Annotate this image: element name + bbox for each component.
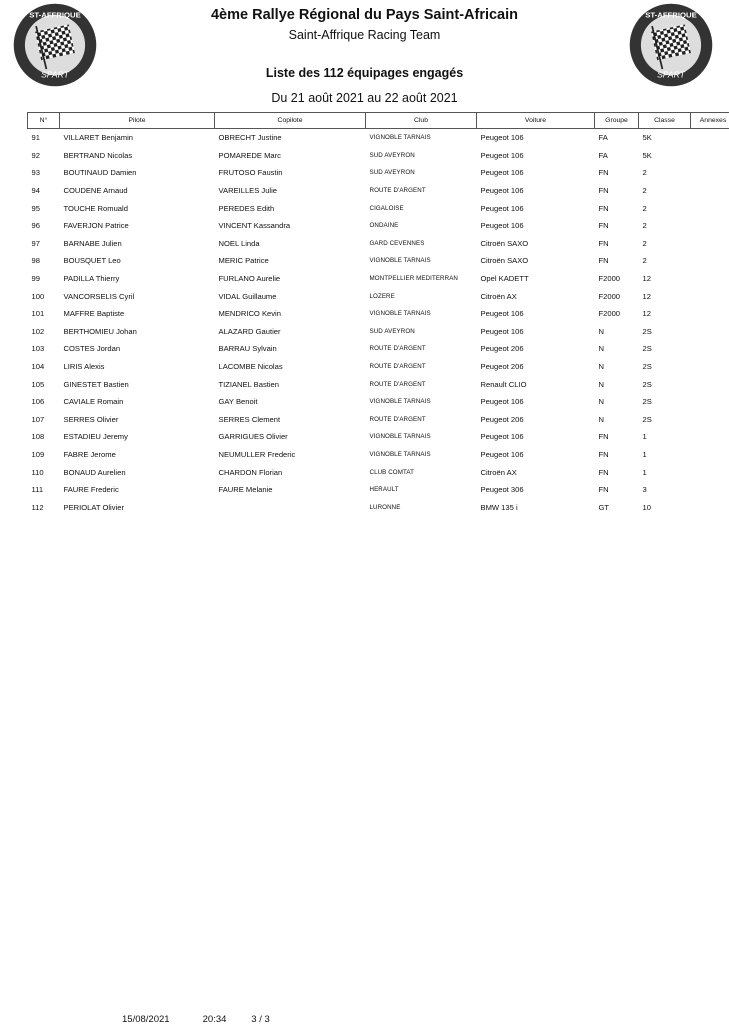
cell-copilote: VAREILLES Julie: [215, 182, 366, 200]
print-time: 20:34: [203, 1014, 249, 1025]
cell-groupe: FN: [595, 199, 639, 217]
cell-classe: 2: [639, 182, 691, 200]
cell-club: CIGALOISE: [366, 199, 477, 217]
cell-voiture: Citroën SAXO: [477, 252, 595, 270]
cell-groupe: N: [595, 375, 639, 393]
cell-annexes: [691, 358, 729, 376]
cell-pilote: SERRES Olivier: [60, 411, 215, 429]
cell-voiture: Opel KADETT: [477, 270, 595, 288]
cell-entry-number: 110: [28, 463, 60, 481]
table-row: [28, 498, 729, 516]
print-date: 15/08/2021: [122, 1014, 200, 1025]
cell-entry-number: 105: [28, 375, 60, 393]
cell-classe: 5K: [639, 129, 691, 147]
table-row: [28, 340, 729, 358]
cell-entry-number: 112: [28, 498, 60, 516]
entries-table: [27, 112, 729, 516]
col-header-annexes: Annexes: [691, 113, 729, 129]
cell-club: VIGNOBLE TARNAIS: [366, 129, 477, 147]
cell-groupe: FN: [595, 164, 639, 182]
cell-groupe: FN: [595, 428, 639, 446]
cell-groupe: GT: [595, 498, 639, 516]
cell-annexes: [691, 199, 729, 217]
cell-club: LURONNE: [366, 498, 477, 516]
table-row: [28, 463, 729, 481]
table-row: [28, 305, 729, 323]
table-row: [28, 147, 729, 165]
cell-copilote: [215, 498, 366, 516]
cell-classe: 1: [639, 463, 691, 481]
cell-annexes: [691, 217, 729, 235]
table-row: [28, 217, 729, 235]
cell-copilote: GAY Benoit: [215, 393, 366, 411]
cell-annexes: [691, 411, 729, 429]
cell-classe: 1: [639, 428, 691, 446]
cell-voiture: Peugeot 206: [477, 340, 595, 358]
cell-pilote: CAVIALE Romain: [60, 393, 215, 411]
cell-entry-number: 91: [28, 129, 60, 147]
cell-entry-number: 96: [28, 217, 60, 235]
cell-voiture: Peugeot 106: [477, 393, 595, 411]
cell-classe: 5K: [639, 147, 691, 165]
table-row: [28, 270, 729, 288]
cell-voiture: Peugeot 106: [477, 147, 595, 165]
cell-groupe: FN: [595, 182, 639, 200]
cell-club: ROUTE D'ARGENT: [366, 182, 477, 200]
cell-entry-number: 106: [28, 393, 60, 411]
cell-copilote: NOEL Linda: [215, 235, 366, 253]
table-row: [28, 287, 729, 305]
cell-club: ROUTE D'ARGENT: [366, 358, 477, 376]
cell-club: SUD AVEYRON: [366, 147, 477, 165]
cell-entry-number: 103: [28, 340, 60, 358]
cell-copilote: BARRAU Sylvain: [215, 340, 366, 358]
col-header-club: Club: [366, 113, 477, 129]
cell-annexes: [691, 270, 729, 288]
cell-classe: 2: [639, 252, 691, 270]
cell-voiture: Citroën AX: [477, 287, 595, 305]
cell-entry-number: 104: [28, 358, 60, 376]
cell-voiture: Peugeot 106: [477, 305, 595, 323]
cell-groupe: FN: [595, 446, 639, 464]
cell-groupe: N: [595, 358, 639, 376]
cell-annexes: [691, 340, 729, 358]
cell-groupe: FN: [595, 235, 639, 253]
cell-classe: 2S: [639, 358, 691, 376]
cell-entry-number: 93: [28, 164, 60, 182]
cell-voiture: Peugeot 106: [477, 446, 595, 464]
cell-copilote: POMAREDE Marc: [215, 147, 366, 165]
table-row: [28, 481, 729, 499]
cell-classe: 2: [639, 235, 691, 253]
cell-copilote: VINCENT Kassandra: [215, 217, 366, 235]
cell-copilote: TIZIANEL Bastien: [215, 375, 366, 393]
cell-groupe: F2000: [595, 305, 639, 323]
cell-copilote: MERIC Patrice: [215, 252, 366, 270]
cell-entry-number: 97: [28, 235, 60, 253]
cell-voiture: Peugeot 106: [477, 199, 595, 217]
cell-copilote: NEUMULLER Frederic: [215, 446, 366, 464]
table-row: [28, 393, 729, 411]
col-header-pilote: Pilote: [60, 113, 215, 129]
cell-annexes: [691, 252, 729, 270]
cell-pilote: FABRE Jerome: [60, 446, 215, 464]
col-header-classe: Classe: [639, 113, 691, 129]
col-header-groupe: Groupe: [595, 113, 639, 129]
cell-annexes: [691, 498, 729, 516]
page-number: 3 / 3: [251, 1014, 270, 1025]
cell-annexes: [691, 305, 729, 323]
table-body: [28, 129, 729, 517]
cell-groupe: FN: [595, 481, 639, 499]
page-footer: [122, 1014, 270, 1025]
cell-pilote: MAFFRE Baptiste: [60, 305, 215, 323]
cell-voiture: Peugeot 106: [477, 182, 595, 200]
cell-annexes: [691, 481, 729, 499]
table-row: [28, 323, 729, 341]
cell-groupe: FA: [595, 129, 639, 147]
cell-classe: 3: [639, 481, 691, 499]
cell-copilote: SERRES Clement: [215, 411, 366, 429]
cell-annexes: [691, 428, 729, 446]
cell-annexes: [691, 446, 729, 464]
cell-classe: 2S: [639, 411, 691, 429]
cell-pilote: BERTRAND Nicolas: [60, 147, 215, 165]
cell-pilote: BARNABE Julien: [60, 235, 215, 253]
table-row: [28, 358, 729, 376]
cell-annexes: [691, 182, 729, 200]
cell-pilote: PADILLA Thierry: [60, 270, 215, 288]
cell-club: CLUB COMTAT: [366, 463, 477, 481]
cell-annexes: [691, 287, 729, 305]
cell-voiture: Peugeot 106: [477, 217, 595, 235]
svg-text:SPART: SPART: [41, 70, 70, 80]
cell-entry-number: 102: [28, 323, 60, 341]
cell-pilote: FAURE Frederic: [60, 481, 215, 499]
cell-pilote: VILLARET Benjamin: [60, 129, 215, 147]
cell-pilote: PERIOLAT Olivier: [60, 498, 215, 516]
organizer-name: Saint-Affrique Racing Team: [0, 28, 729, 42]
cell-annexes: [691, 463, 729, 481]
cell-annexes: [691, 393, 729, 411]
cell-classe: 2S: [639, 340, 691, 358]
cell-club: ONDAINE: [366, 217, 477, 235]
cell-classe: 2: [639, 164, 691, 182]
cell-groupe: F2000: [595, 287, 639, 305]
table-row: [28, 428, 729, 446]
cell-annexes: [691, 323, 729, 341]
cell-voiture: Peugeot 106: [477, 428, 595, 446]
cell-classe: 2: [639, 199, 691, 217]
cell-pilote: GINESTET Bastien: [60, 375, 215, 393]
cell-entry-number: 95: [28, 199, 60, 217]
svg-text:SPART: SPART: [657, 70, 686, 80]
cell-copilote: FURLANO Aurelie: [215, 270, 366, 288]
col-header-copilote: Copilote: [215, 113, 366, 129]
cell-annexes: [691, 147, 729, 165]
cell-pilote: ESTADIEU Jeremy: [60, 428, 215, 446]
rally-title: 4ème Rallye Régional du Pays Saint-Africain: [0, 7, 729, 23]
cell-voiture: Peugeot 306: [477, 481, 595, 499]
table-row: [28, 446, 729, 464]
cell-pilote: BERTHOMIEU Johan: [60, 323, 215, 341]
cell-groupe: N: [595, 323, 639, 341]
event-dates: Du 21 août 2021 au 22 août 2021: [0, 91, 729, 105]
cell-club: VIGNOBLE TARNAIS: [366, 305, 477, 323]
cell-club: ROUTE D'ARGENT: [366, 340, 477, 358]
list-title: Liste des 112 équipages engagés: [0, 66, 729, 80]
cell-voiture: Peugeot 206: [477, 358, 595, 376]
cell-copilote: MENDRICO Kevin: [215, 305, 366, 323]
table-row: [28, 252, 729, 270]
cell-pilote: COSTES Jordan: [60, 340, 215, 358]
cell-groupe: FA: [595, 147, 639, 165]
cell-classe: 2S: [639, 393, 691, 411]
cell-copilote: ALAZARD Gautier: [215, 323, 366, 341]
cell-classe: 10: [639, 498, 691, 516]
cell-entry-number: 99: [28, 270, 60, 288]
cell-pilote: COUDENE Arnaud: [60, 182, 215, 200]
cell-entry-number: 92: [28, 147, 60, 165]
cell-entry-number: 101: [28, 305, 60, 323]
cell-groupe: N: [595, 340, 639, 358]
cell-classe: 2S: [639, 375, 691, 393]
cell-entry-number: 108: [28, 428, 60, 446]
table-row: [28, 375, 729, 393]
table-row: [28, 199, 729, 217]
cell-pilote: BOUSQUET Leo: [60, 252, 215, 270]
cell-copilote: VIDAL Guillaume: [215, 287, 366, 305]
cell-club: SUD AVEYRON: [366, 164, 477, 182]
col-header-number: N°: [28, 113, 60, 129]
cell-pilote: BONAUD Aurelien: [60, 463, 215, 481]
cell-annexes: [691, 129, 729, 147]
cell-pilote: LIRIS Alexis: [60, 358, 215, 376]
cell-groupe: FN: [595, 252, 639, 270]
cell-annexes: [691, 164, 729, 182]
cell-classe: 1: [639, 446, 691, 464]
cell-classe: 12: [639, 305, 691, 323]
cell-voiture: Citroën AX: [477, 463, 595, 481]
cell-voiture: Renault CLIO: [477, 375, 595, 393]
cell-groupe: N: [595, 411, 639, 429]
cell-club: ROUTE D'ARGENT: [366, 411, 477, 429]
svg-text:ST-AFFRIQUE: ST-AFFRIQUE: [29, 10, 81, 19]
cell-groupe: FN: [595, 463, 639, 481]
cell-entry-number: 98: [28, 252, 60, 270]
cell-classe: 2: [639, 217, 691, 235]
table-row: [28, 235, 729, 253]
cell-pilote: FAVERJON Patrice: [60, 217, 215, 235]
table-row: [28, 129, 729, 147]
cell-pilote: BOUTINAUD Damien: [60, 164, 215, 182]
table-row: [28, 182, 729, 200]
cell-voiture: Citroën SAXO: [477, 235, 595, 253]
cell-copilote: PEREDES Edith: [215, 199, 366, 217]
cell-club: SUD AVEYRON: [366, 323, 477, 341]
cell-club: HERAULT: [366, 481, 477, 499]
cell-entry-number: 100: [28, 287, 60, 305]
cell-pilote: VANCORSELIS Cyril: [60, 287, 215, 305]
cell-classe: 12: [639, 287, 691, 305]
cell-groupe: FN: [595, 217, 639, 235]
table-row: [28, 164, 729, 182]
cell-entry-number: 107: [28, 411, 60, 429]
cell-copilote: LACOMBE Nicolas: [215, 358, 366, 376]
cell-classe: 12: [639, 270, 691, 288]
table-header-row: [28, 113, 729, 129]
cell-voiture: Peugeot 106: [477, 164, 595, 182]
cell-club: GARD CEVENNES: [366, 235, 477, 253]
cell-voiture: Peugeot 206: [477, 411, 595, 429]
cell-club: LOZERE: [366, 287, 477, 305]
cell-club: MONTPELLIER MEDITERRAN: [366, 270, 477, 288]
cell-copilote: CHARDON Florian: [215, 463, 366, 481]
cell-entry-number: 109: [28, 446, 60, 464]
svg-text:ST-AFFRIQUE: ST-AFFRIQUE: [645, 10, 697, 19]
cell-club: VIGNOBLE TARNAIS: [366, 428, 477, 446]
cell-copilote: FRUTOSO Faustin: [215, 164, 366, 182]
cell-voiture: Peugeot 106: [477, 323, 595, 341]
cell-copilote: FAURE Melanie: [215, 481, 366, 499]
cell-entry-number: 94: [28, 182, 60, 200]
cell-groupe: N: [595, 393, 639, 411]
cell-voiture: BMW 135 i: [477, 498, 595, 516]
cell-club: VIGNOBLE TARNAIS: [366, 446, 477, 464]
col-header-voiture: Voiture: [477, 113, 595, 129]
cell-copilote: OBRECHT Justine: [215, 129, 366, 147]
cell-annexes: [691, 375, 729, 393]
cell-copilote: GARRIGUES Olivier: [215, 428, 366, 446]
cell-voiture: Peugeot 106: [477, 129, 595, 147]
cell-club: VIGNOBLE TARNAIS: [366, 252, 477, 270]
cell-annexes: [691, 235, 729, 253]
cell-classe: 2S: [639, 323, 691, 341]
cell-groupe: F2000: [595, 270, 639, 288]
cell-club: VIGNOBLE TARNAIS: [366, 393, 477, 411]
cell-pilote: TOUCHE Romuald: [60, 199, 215, 217]
table-row: [28, 411, 729, 429]
cell-club: ROUTE D'ARGENT: [366, 375, 477, 393]
cell-entry-number: 111: [28, 481, 60, 499]
